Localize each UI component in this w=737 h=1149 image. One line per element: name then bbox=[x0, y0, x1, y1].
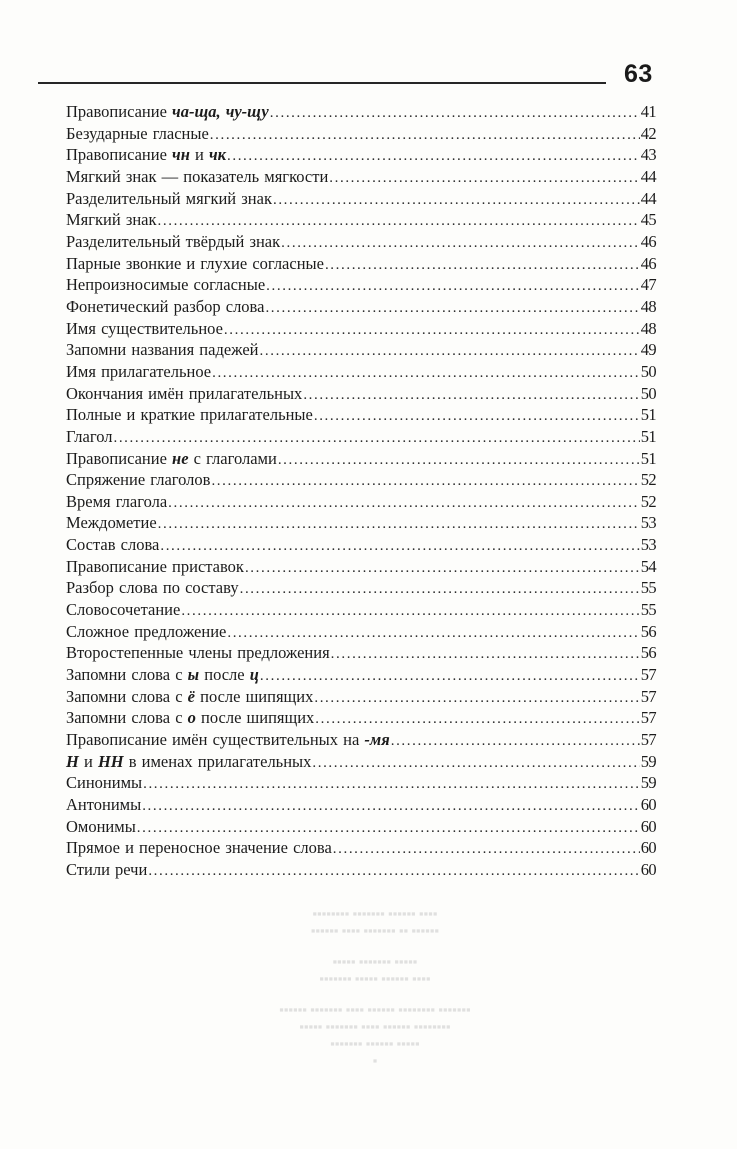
dot-leader bbox=[142, 796, 640, 818]
toc-text: Мягкий знак — показатель мягкости bbox=[66, 166, 329, 186]
dot-leader bbox=[260, 666, 640, 688]
toc-entry[interactable] bbox=[66, 296, 656, 318]
toc-entry[interactable] bbox=[66, 794, 656, 816]
dot-leader bbox=[148, 861, 639, 883]
toc-text: Время глагола bbox=[66, 491, 168, 511]
toc-entry[interactable] bbox=[66, 144, 656, 166]
toc-entry[interactable] bbox=[66, 101, 656, 123]
toc-text: Правописание имён существительных на bbox=[66, 730, 365, 750]
toc-entry[interactable] bbox=[66, 729, 656, 751]
toc-entry-page: 41 bbox=[640, 102, 656, 121]
toc-entry-page: 51 bbox=[640, 426, 656, 446]
toc-entry[interactable] bbox=[66, 686, 656, 708]
toc-entry-page: 48 bbox=[640, 296, 656, 316]
dot-leader bbox=[168, 493, 640, 515]
toc-entry-title bbox=[66, 274, 265, 296]
toc-entry-page: 53 bbox=[640, 535, 656, 555]
toc-entry-title bbox=[66, 491, 167, 513]
toc-entry-title bbox=[66, 101, 269, 123]
toc-emphasis: чн bbox=[172, 145, 190, 165]
toc-emphasis: не bbox=[172, 448, 189, 468]
dot-leader bbox=[181, 601, 639, 623]
toc-entry-title bbox=[66, 577, 239, 599]
header-rule bbox=[38, 82, 606, 84]
toc-emphasis: чк bbox=[208, 145, 226, 165]
toc-text: Антонимы bbox=[66, 795, 142, 814]
toc-entry-page: 57 bbox=[640, 730, 656, 750]
toc-entry-page: 59 bbox=[640, 751, 656, 771]
toc-entry-title bbox=[66, 253, 324, 275]
toc-entry-title bbox=[66, 686, 313, 708]
toc-text: Правописание bbox=[66, 145, 173, 165]
dot-leader bbox=[391, 731, 640, 753]
toc-entry[interactable] bbox=[66, 123, 656, 145]
toc-entry-page: 43 bbox=[640, 145, 656, 165]
toc-entry-title bbox=[66, 123, 209, 145]
toc-text: после шипящих bbox=[195, 708, 315, 728]
table-of-contents bbox=[66, 101, 656, 881]
toc-text: Имя прилагательное bbox=[66, 361, 212, 381]
toc-entry[interactable] bbox=[66, 664, 656, 686]
toc-entry-title bbox=[66, 404, 313, 426]
toc-text: Правописание приставок bbox=[66, 556, 244, 576]
dot-leader bbox=[315, 709, 639, 731]
toc-entry-page: 53 bbox=[640, 513, 656, 533]
toc-entry-page: 50 bbox=[640, 361, 656, 381]
toc-entry[interactable] bbox=[66, 534, 656, 556]
toc-entry-title bbox=[66, 318, 223, 340]
toc-entry-title bbox=[66, 296, 264, 318]
toc-entry[interactable] bbox=[66, 274, 656, 296]
toc-entry[interactable] bbox=[66, 599, 656, 621]
toc-entry-page: 60 bbox=[640, 795, 656, 814]
toc-emphasis: о bbox=[187, 708, 196, 728]
toc-text: после bbox=[199, 665, 250, 685]
toc-entry-title bbox=[66, 664, 259, 686]
toc-text: Фонетический разбор слова bbox=[66, 296, 265, 316]
toc-emphasis: ча-ща, чу-щу bbox=[172, 102, 269, 121]
toc-entry-page: 49 bbox=[640, 340, 656, 360]
toc-entry-page: 51 bbox=[640, 448, 656, 468]
dot-leader bbox=[211, 471, 639, 493]
toc-entry-page: 47 bbox=[640, 275, 656, 295]
toc-entry[interactable] bbox=[66, 253, 656, 275]
toc-entry-title bbox=[66, 166, 328, 188]
toc-entry-page: 50 bbox=[640, 383, 656, 403]
toc-emphasis: Н bbox=[66, 751, 79, 771]
toc-entry-title bbox=[66, 794, 141, 816]
toc-entry[interactable] bbox=[66, 491, 656, 513]
toc-entry-page: 45 bbox=[640, 210, 656, 230]
toc-emphasis: ё bbox=[187, 686, 195, 706]
toc-entry-title bbox=[66, 859, 147, 881]
toc-text: с глаголами bbox=[188, 448, 277, 468]
dot-leader bbox=[331, 644, 640, 666]
toc-text: Парные звонкие и глухие согласные bbox=[66, 253, 324, 273]
toc-entry-page: 48 bbox=[640, 318, 656, 338]
toc-text: Окончания имён прилагательных bbox=[66, 383, 303, 403]
toc-entry-page: 46 bbox=[640, 231, 656, 251]
toc-text: после шипящих bbox=[194, 686, 314, 706]
toc-entry-title bbox=[66, 426, 112, 448]
toc-entry-title bbox=[66, 231, 280, 253]
toc-entry[interactable] bbox=[66, 577, 656, 599]
toc-entry-title bbox=[66, 621, 226, 643]
toc-entry-title bbox=[66, 707, 314, 729]
toc-entry[interactable] bbox=[66, 859, 656, 881]
toc-entry-page: 60 bbox=[640, 838, 656, 858]
dot-leader bbox=[303, 385, 639, 407]
dot-leader bbox=[312, 753, 639, 775]
toc-entry-page: 57 bbox=[640, 686, 656, 706]
toc-entry-page: 59 bbox=[640, 773, 656, 793]
toc-text: Непроизносимые согласные bbox=[66, 275, 266, 295]
toc-entry[interactable] bbox=[66, 642, 656, 664]
toc-text: Стили речи bbox=[66, 859, 148, 879]
toc-entry-title bbox=[66, 772, 142, 794]
toc-entry-page: 44 bbox=[640, 166, 656, 186]
toc-text: Правописание bbox=[66, 102, 173, 121]
dot-leader bbox=[273, 190, 640, 212]
toc-text: Сложное предложение bbox=[66, 621, 227, 641]
toc-entry-page: 60 bbox=[640, 859, 656, 879]
toc-entry-title bbox=[66, 642, 330, 664]
toc-entry-page: 52 bbox=[640, 470, 656, 490]
toc-entry-title bbox=[66, 361, 211, 383]
toc-entry-title bbox=[66, 751, 311, 773]
toc-text: Запомни слова с bbox=[66, 686, 188, 706]
toc-entry-title bbox=[66, 556, 244, 578]
toc-entry-title bbox=[66, 837, 332, 859]
toc-text: и bbox=[78, 751, 98, 771]
toc-entry[interactable] bbox=[66, 837, 656, 859]
toc-text: Глагол bbox=[66, 426, 113, 446]
toc-entry[interactable] bbox=[66, 404, 656, 426]
page-number: 63 bbox=[624, 60, 653, 88]
toc-text: Омонимы bbox=[66, 816, 136, 836]
toc-entry-title bbox=[66, 144, 226, 166]
dot-leader bbox=[314, 406, 640, 428]
toc-text: Имя существительное bbox=[66, 318, 223, 338]
toc-text: Полные и краткие прилагательные bbox=[66, 405, 313, 425]
toc-entry-page: 44 bbox=[640, 188, 656, 208]
toc-entry[interactable] bbox=[66, 318, 656, 340]
toc-entry-page: 42 bbox=[640, 123, 656, 143]
toc-text: Правописание bbox=[66, 448, 173, 468]
toc-text: и bbox=[189, 145, 209, 165]
dot-leader bbox=[143, 774, 640, 796]
toc-text: Запомни слова с bbox=[66, 708, 188, 728]
toc-text: Мягкий знак bbox=[66, 210, 157, 230]
toc-text: Словосочетание bbox=[66, 600, 181, 620]
toc-emphasis: ы bbox=[187, 665, 200, 685]
toc-entry[interactable] bbox=[66, 707, 656, 729]
toc-entry-title bbox=[66, 469, 210, 491]
toc-entry-title bbox=[66, 339, 259, 361]
toc-text: Синонимы bbox=[66, 773, 143, 793]
toc-text: Состав слова bbox=[66, 535, 160, 555]
dot-leader bbox=[245, 558, 640, 580]
toc-entry-title bbox=[66, 599, 180, 621]
toc-text: Спряжение глаголов bbox=[66, 470, 211, 490]
toc-emphasis: ц bbox=[249, 665, 259, 685]
toc-entry-page: 56 bbox=[640, 621, 656, 641]
dot-leader bbox=[260, 341, 640, 363]
toc-emphasis: НН bbox=[97, 751, 124, 771]
dot-leader bbox=[333, 839, 640, 861]
toc-entry-title bbox=[66, 729, 390, 751]
toc-entry[interactable] bbox=[66, 512, 656, 534]
dot-leader bbox=[265, 298, 639, 320]
toc-entry[interactable] bbox=[66, 231, 656, 253]
toc-entry-title bbox=[66, 383, 302, 405]
dot-leader bbox=[212, 363, 640, 385]
dot-leader bbox=[281, 233, 640, 255]
toc-entry-title bbox=[66, 534, 159, 556]
toc-text: Разделительный твёрдый знак bbox=[66, 231, 281, 251]
toc-entry[interactable] bbox=[66, 772, 656, 794]
dot-leader bbox=[160, 536, 639, 558]
toc-entry-page: 55 bbox=[640, 578, 656, 598]
toc-text: Разделительный мягкий знак bbox=[66, 188, 272, 208]
toc-entry[interactable] bbox=[66, 426, 656, 448]
toc-entry-title bbox=[66, 816, 136, 838]
dot-leader bbox=[240, 579, 640, 601]
toc-entry-title bbox=[66, 209, 157, 231]
toc-entry[interactable] bbox=[66, 816, 656, 838]
toc-entry[interactable] bbox=[66, 166, 656, 188]
toc-entry[interactable] bbox=[66, 383, 656, 405]
dot-leader bbox=[266, 276, 640, 298]
dot-leader bbox=[325, 255, 640, 277]
dot-leader bbox=[227, 623, 639, 645]
toc-entry-page: 57 bbox=[640, 708, 656, 728]
toc-entry-page: 55 bbox=[640, 600, 656, 620]
toc-entry[interactable] bbox=[66, 751, 656, 773]
toc-text: Безударные гласные bbox=[66, 123, 209, 143]
dot-leader bbox=[227, 146, 640, 168]
dot-leader bbox=[137, 818, 640, 840]
dot-leader bbox=[158, 211, 640, 233]
toc-entry-page: 56 bbox=[640, 643, 656, 663]
toc-entry-page: 52 bbox=[640, 491, 656, 511]
dot-leader bbox=[113, 428, 639, 450]
toc-entry-title bbox=[66, 512, 157, 534]
toc-text: Разбор слова по составу bbox=[66, 578, 239, 598]
toc-entry-title bbox=[66, 188, 272, 210]
toc-entry-page: 54 bbox=[640, 556, 656, 576]
toc-entry-page: 60 bbox=[640, 816, 656, 836]
dot-leader bbox=[329, 168, 639, 190]
show-through-texture: ▪▪▪▪ ▪▪▪▪▪▪ ▪▪▪▪▪▪▪ ▪▪▪▪▪▪▪▪ ▪▪▪▪▪▪ ▪▪ ▪▪▪▪▪▪▪ ▪▪▪▪ ▪▪▪▪▪▪ ▪▪▪▪▪ ▪▪▪▪▪▪▪ ▪▪▪▪▪ ▪▪▪▪ ▪▪▪▪▪▪ ▪▪▪▪▪ ▪▪▪▪▪▪▪ ▪▪▪▪▪▪▪ ▪▪▪▪▪▪▪▪ ▪▪▪▪▪▪ ▪▪▪▪ ▪▪▪▪▪▪▪ ▪▪▪▪▪▪ ▪▪▪▪▪▪▪▪ ▪▪▪▪▪▪ ▪▪▪▪ ▪▪▪▪▪▪▪ ▪▪▪▪▪ ▪▪▪▪▪ ▪▪▪▪▪▪ ▪▪▪▪▪▪▪ ▪ bbox=[279, 906, 471, 1068]
toc-text: Второстепенные члены предложения bbox=[66, 643, 330, 663]
toc-entry[interactable] bbox=[66, 339, 656, 361]
toc-entry[interactable] bbox=[66, 621, 656, 643]
toc-text: Запомни названия падежей bbox=[66, 340, 259, 360]
dot-leader bbox=[278, 450, 640, 472]
toc-entry[interactable] bbox=[66, 361, 656, 383]
toc-entry-page: 57 bbox=[640, 665, 656, 685]
dot-leader bbox=[210, 125, 640, 147]
toc-entry[interactable] bbox=[66, 469, 656, 491]
dot-leader bbox=[158, 514, 640, 536]
toc-text: Междометие bbox=[66, 513, 157, 533]
toc-entry-page: 51 bbox=[640, 405, 656, 425]
toc-entry[interactable] bbox=[66, 188, 656, 210]
dot-leader bbox=[270, 103, 640, 125]
toc-text: Запомни слова с bbox=[66, 665, 188, 685]
toc-entry[interactable] bbox=[66, 556, 656, 578]
dot-leader bbox=[224, 320, 640, 342]
toc-text: в именах прилагательных bbox=[123, 751, 312, 771]
toc-entry[interactable] bbox=[66, 209, 656, 231]
toc-text: Прямое и переносное значение слова bbox=[66, 838, 332, 858]
toc-entry-title bbox=[66, 448, 277, 470]
toc-entry-page: 46 bbox=[640, 253, 656, 273]
toc-entry[interactable] bbox=[66, 448, 656, 470]
toc-emphasis: -мя bbox=[364, 730, 390, 750]
dot-leader bbox=[314, 688, 639, 710]
